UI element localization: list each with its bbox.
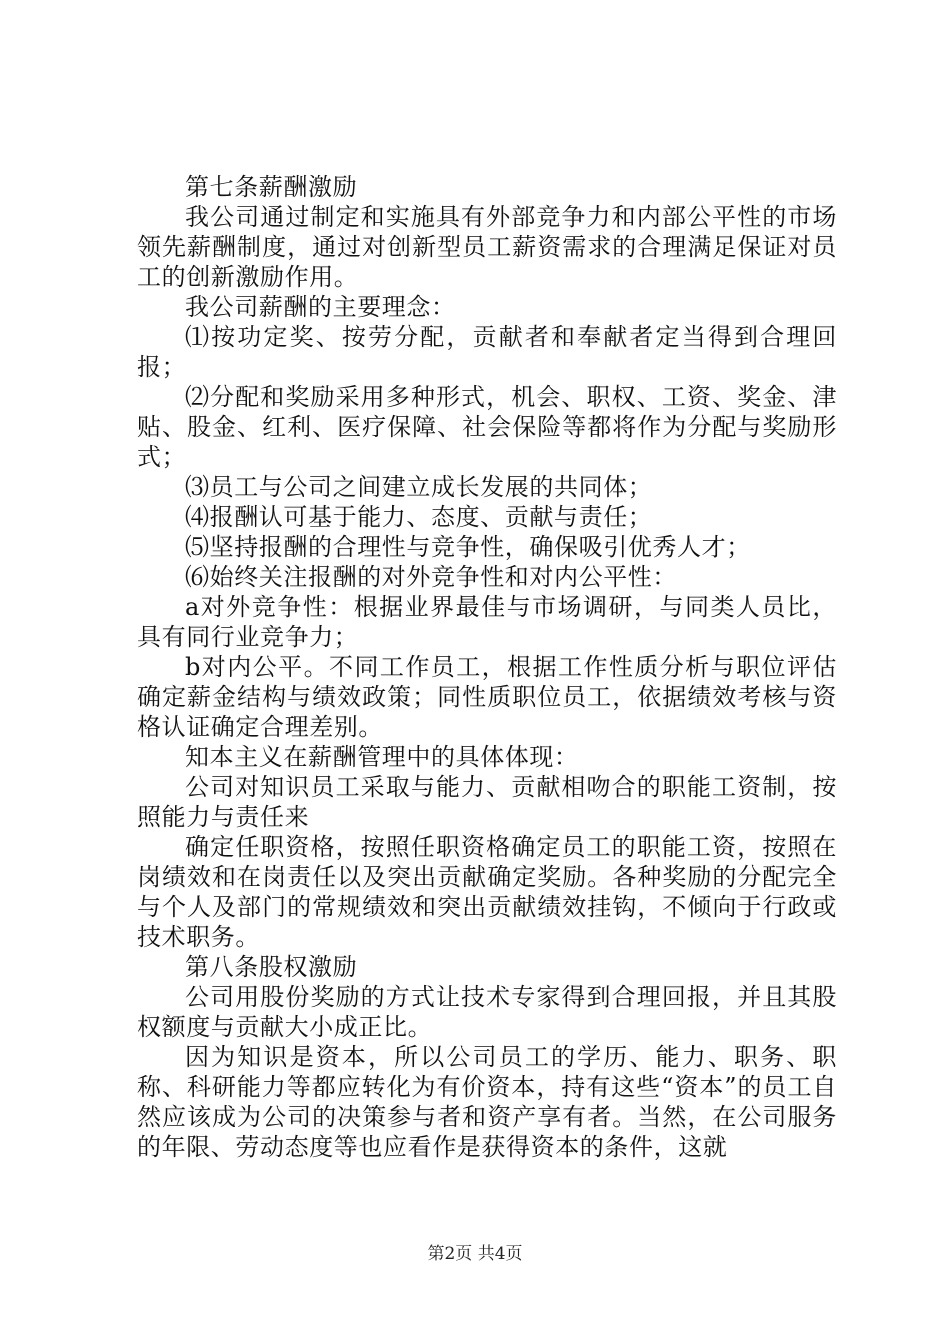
paragraph: 公司对知识员工采取与能力、贡献相吻合的职能工资制，按照能力与责任来 (137, 773, 837, 831)
paragraph: 我公司薪酬的主要理念： (185, 293, 456, 321)
list-item: ⑶员工与公司之间建立成长发展的共同体； (185, 473, 653, 501)
list-item: ⑹始终关注报酬的对外竞争性和对内公平性： (185, 563, 677, 591)
list-item: ⑷报酬认可基于能力、态度、贡献与责任； (185, 503, 653, 531)
section-heading-7: 第七条薪酬激励 (185, 173, 358, 201)
section-heading-8: 第八条股权激励 (185, 953, 358, 981)
paragraph: 我公司通过制定和实施具有外部竞争力和内部公平性的市场领先薪酬制度，通过对创新型员工薪资需求的合理满足保证对员工的创新激励作用。 (137, 203, 837, 291)
document-body (137, 172, 837, 1162)
paragraph: 公司用股份奖励的方式让技术专家得到合理回报，并且其股权额度与贡献大小成正比。 (137, 983, 837, 1041)
list-item: ⑵分配和奖励采用多种形式，机会、职权、工资、奖金、津贴、股金、红利、医疗保障、社会保险等都将作为分配与奖励形式； (137, 383, 837, 471)
sub-item: b对内公平。不同工作员工，根据工作性质分析与职位评估确定薪金结构与绩效政策；同性质职位员工，依据绩效考核与资格认证确定合理差别。 (137, 653, 837, 741)
list-item: ⑸坚持报酬的合理性与竞争性，确保吸引优秀人才； (185, 533, 751, 561)
paragraph: 因为知识是资本，所以公司员工的学历、能力、职务、职称、科研能力等都应转化为有价资本，持有这些“资本”的员工自然应该成为公司的决策参与者和资产享有者。当然，在公司服务的年限、劳动态度等也应看作是获得资本的条件，这就 (137, 1043, 837, 1161)
sub-item: a对外竞争性：根据业界最佳与市场调研，与同类人员比，具有同行业竞争力； (137, 593, 837, 651)
paragraph: 知本主义在薪酬管理中的具体体现： (185, 743, 579, 771)
paragraph: 确定任职资格，按照任职资格确定员工的职能工资，按照在岗绩效和在岗责任以及突出贡献确定奖励。各种奖励的分配完全与个人及部门的常规绩效和突出贡献绩效挂钩，不倾向于行政或技术职务。 (137, 833, 837, 951)
page-footer: 第2页 共4页 (427, 1244, 523, 1264)
list-item: ⑴按功定奖、按劳分配，贡献者和奉献者定当得到合理回报； (137, 323, 837, 381)
